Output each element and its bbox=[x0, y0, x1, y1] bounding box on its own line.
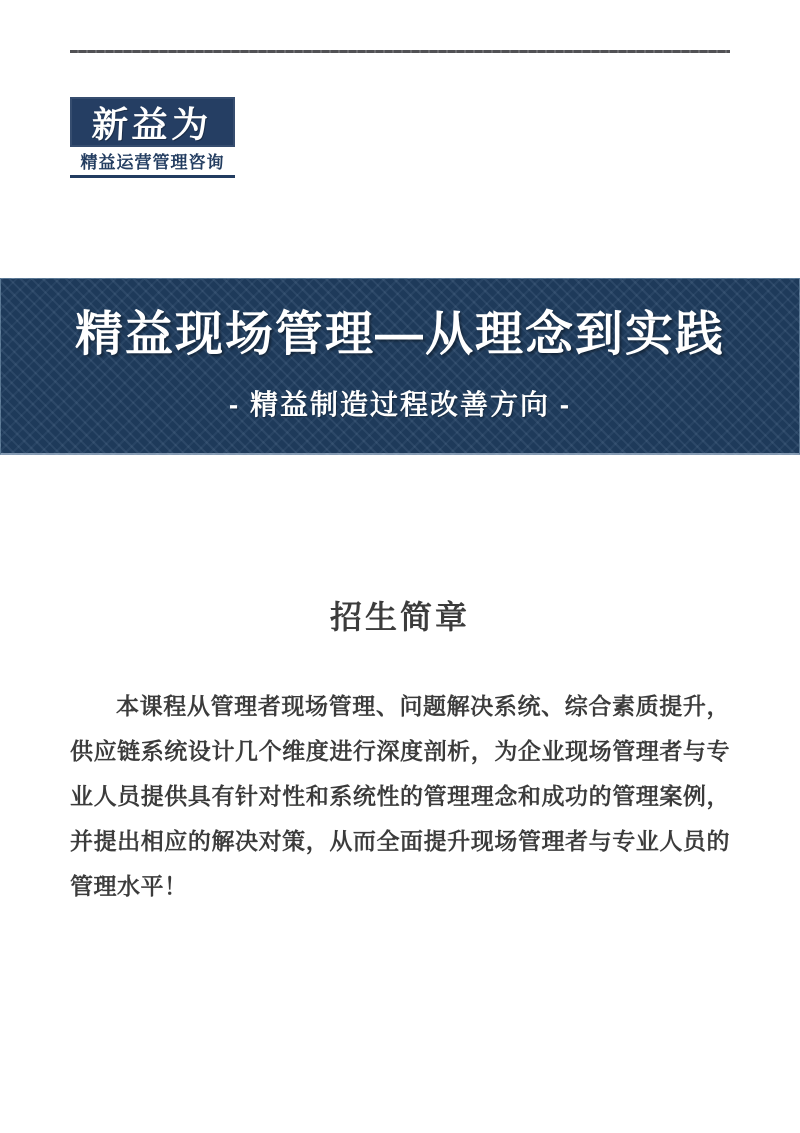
course-subtitle: - 精益制造过程改善方向 - bbox=[228, 389, 572, 421]
course-title: 精益现场管理—从理念到实践 bbox=[74, 307, 725, 361]
logo-text: 新益为 bbox=[91, 103, 214, 145]
top-divider bbox=[70, 50, 730, 53]
logo-tagline: 精益运营管理咨询 bbox=[70, 148, 235, 178]
intro-paragraph: 本课程从管理者现场管理、问题解决系统、综合素质提升，供应链系统设计几个维度进行深度剖析，为企业现场管理者与专业人员提供具有针对性和系统性的管理理念和成功的管理案例，并提出相应的解决对策，从而全面提升现场管理者与专业人员的管理水平！ bbox=[70, 693, 730, 899]
company-logo bbox=[70, 97, 235, 178]
section-heading: 招生简章 bbox=[329, 599, 470, 635]
title-banner bbox=[0, 278, 800, 455]
logo-mark bbox=[70, 97, 235, 147]
